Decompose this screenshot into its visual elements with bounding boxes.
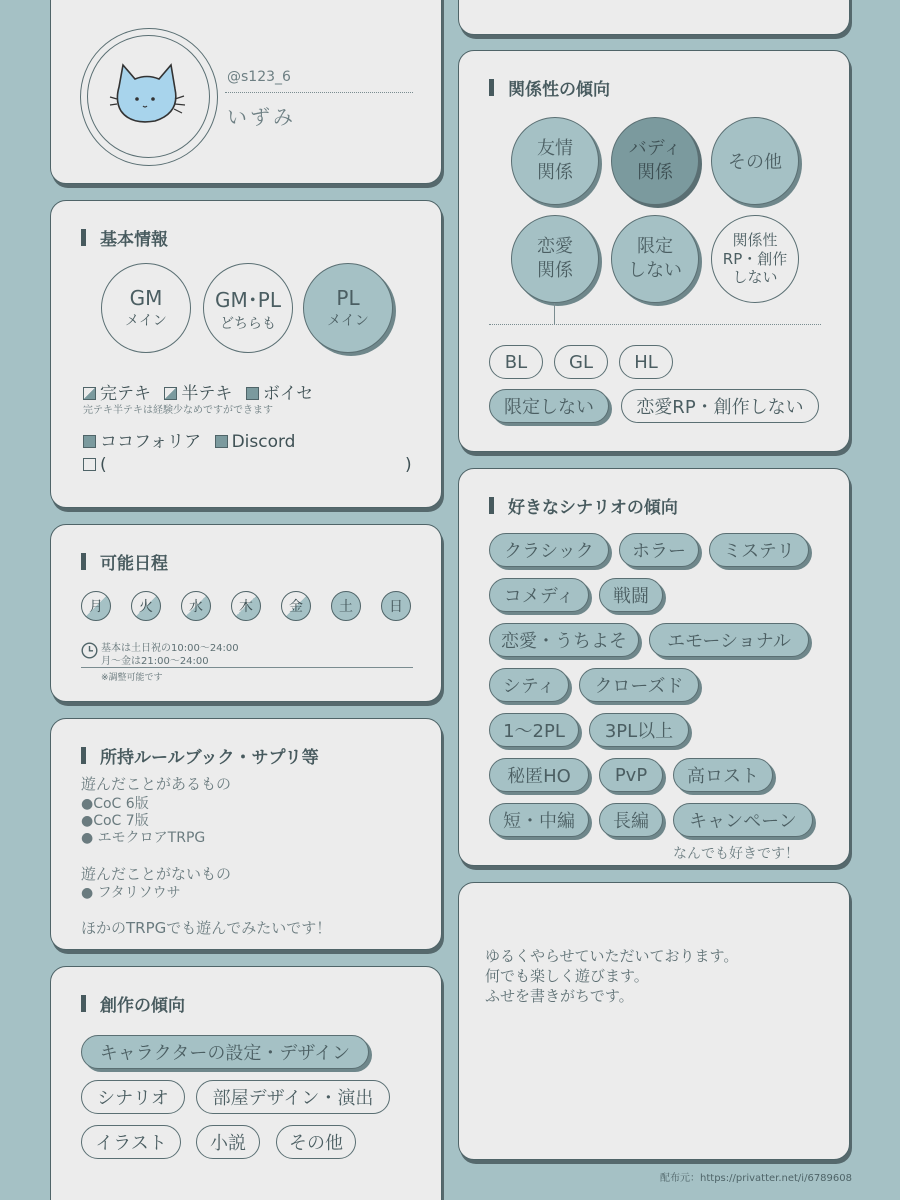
other-tool-close: ) [405,455,412,475]
clock-icon [81,642,98,659]
relation-other: その他 [711,117,799,205]
scenario-tag: ホラー [619,533,699,567]
played-item: ● エモクロアTRPG [81,830,206,846]
scenario-title: 好きなシナリオの傾向 [489,493,678,518]
relation-unlimited: 限定 しない [611,215,699,303]
play-style-checks: 完テキ 半テキ ボイセ [83,379,313,404]
schedule-note-3: ※調整可能です [101,673,163,683]
schedule-divider [81,667,413,668]
not-played-heading: 遊んだことがないもの [81,865,232,883]
scenario-note: なんでも好きです！ [673,846,799,862]
scenario-tag: ミステリ [709,533,809,567]
free-text-line: ふせを書きがちです。 [485,987,634,1005]
scenario-tag: PvP [599,758,663,792]
free-text-line: ゆるくやらせていただいております。 [485,947,739,965]
scenario-tag: 3PL以上 [589,713,689,747]
played-heading: 遊んだことがあるもの [81,775,232,793]
scenario-tag: クローズド [579,668,699,702]
played-item: ●CoC 6版 [81,796,149,812]
role-gm-pl: GM･PL どちらも [203,263,293,353]
basic-info-title: 基本情報 [81,225,168,250]
day-tue: 火 [131,591,161,621]
other-tool-row: ( [83,455,107,475]
creation-tag: キャラクターの設定・デザイン [81,1035,369,1069]
avatar [80,28,218,166]
relation-tag: 恋愛RP・創作しない [621,389,819,423]
day-thu: 木 [231,591,261,621]
profile-name: いずみ [227,105,296,129]
scenario-tag: エモーショナル [649,623,809,657]
creation-title: 創作の傾向 [81,991,185,1016]
tools-checks: ココフォリア Discord [83,427,295,452]
scenario-tag: 高ロスト [673,758,773,792]
relation-tag: BL [489,345,543,379]
scenario-tag: 秘匿HO [489,758,589,792]
scenario-tag: 短・中編 [489,803,589,837]
checkbox-icon [215,435,228,448]
day-wed: 水 [181,591,211,621]
creation-tag: その他 [276,1125,356,1159]
played-item: ●CoC 7版 [81,813,149,829]
checkbox-icon [164,387,177,400]
relation-card [458,50,850,452]
top-right-card [458,0,850,35]
relation-title: 関係性の傾向 [489,75,610,100]
relation-no-rp: 関係性 RP・創作 しない [711,215,799,303]
checks-note: 完テキ半テキは経験少なめですができます [83,405,273,416]
role-gm-main: GM メイン [101,263,191,353]
creation-card [50,966,442,1200]
scenario-tag: キャンペーン [673,803,813,837]
relation-tag: HL [619,345,673,379]
scenario-tag: 1～2PL [489,713,579,747]
relation-friendship: 友情 関係 [511,117,599,205]
credit-text: 配布元：https://privatter.net/i/6789608 [660,1173,852,1184]
day-sat: 土 [331,591,361,621]
checkbox-icon [83,458,96,471]
free-text-card [458,882,850,1160]
relation-romance: 恋愛 関係 [511,215,599,303]
scenario-tag: シティ [489,668,569,702]
checkbox-icon [246,387,259,400]
profile-handle: @s123_6 [227,69,291,85]
scenario-tag: クラシック [489,533,609,567]
handle-divider [225,92,413,93]
creation-tag: シナリオ [81,1080,185,1114]
cat-icon [81,29,219,167]
relation-divider [489,324,821,325]
day-sun: 日 [381,591,411,621]
basic-info-card [50,200,442,508]
relation-connector [554,303,555,325]
day-fri: 金 [281,591,311,621]
free-text-line: 何でも楽しく遊びます。 [485,967,649,985]
rulebooks-card [50,718,442,950]
profile-card [50,0,442,184]
rulebooks-title: 所持ルールブック・サプリ等 [81,743,319,768]
role-pl-main: PL メイン [303,263,393,353]
creation-tag: 部屋デザイン・演出 [196,1080,390,1114]
creation-tag: 小説 [196,1125,260,1159]
relation-buddy: バディ 関係 [611,117,699,205]
creation-tag: イラスト [81,1125,181,1159]
schedule-note-2: 月～金は21:00～24:00 [101,656,209,667]
scenario-card [458,468,850,866]
scenario-tag: 戦闘 [599,578,663,612]
schedule-card [50,524,442,702]
scenario-tag: 恋愛・うちよそ [489,623,639,657]
relation-tag: GL [554,345,608,379]
not-played-item: ● フタリソウサ [81,885,181,901]
schedule-title: 可能日程 [81,549,168,574]
day-mon: 月 [81,591,111,621]
relation-tag: 限定しない [489,389,609,423]
scenario-tag: コメディ [489,578,589,612]
schedule-note-1: 基本は土日祝の10:00～24:00 [101,643,239,654]
checkbox-icon [83,435,96,448]
checkbox-icon [83,387,96,400]
scenario-tag: 長編 [599,803,663,837]
rulebooks-closing: ほかのTRPGでも遊んでみたいです！ [81,919,332,937]
